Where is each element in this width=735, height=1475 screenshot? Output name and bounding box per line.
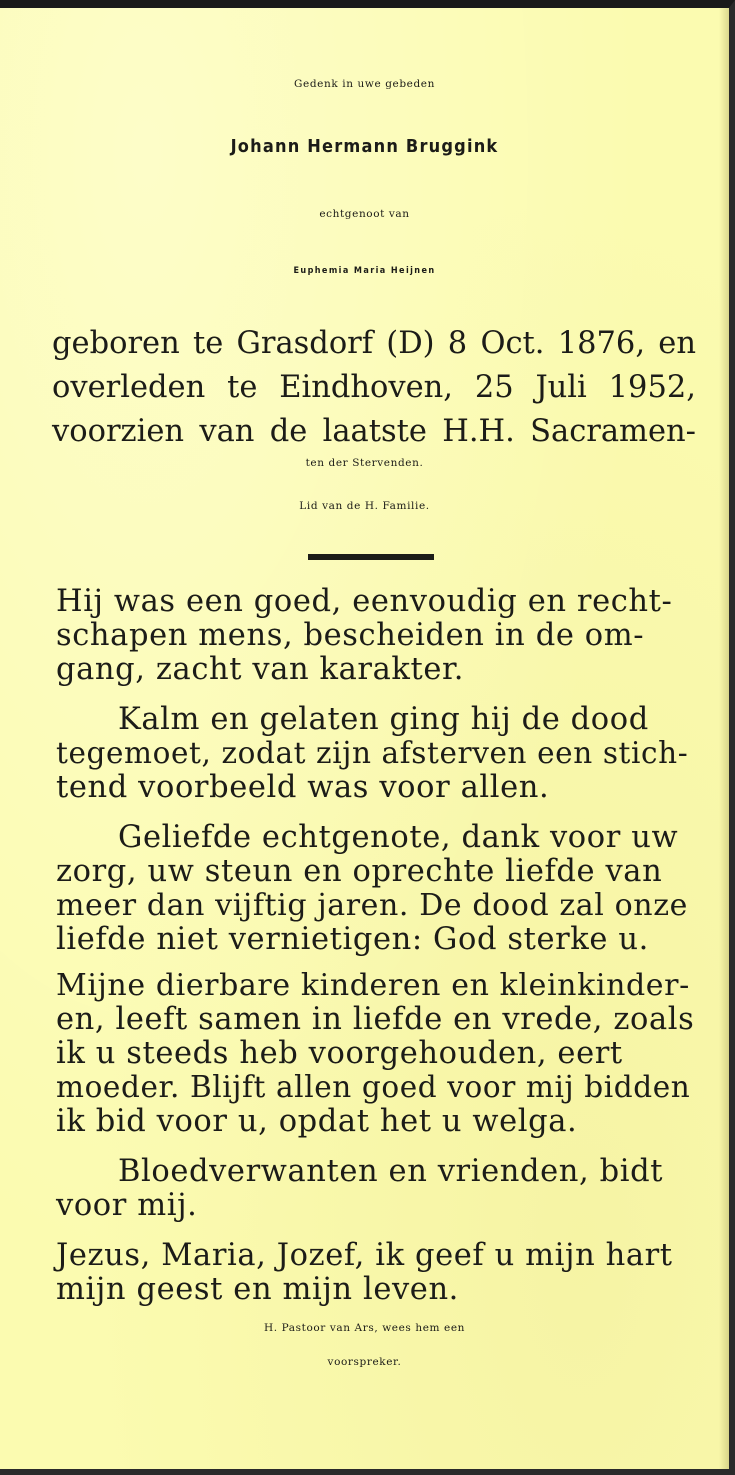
bio-line: Lid van de H. Familie. [299,500,430,512]
closing-line: voorspreker. [327,1356,402,1368]
text-line: voor mij. [56,1188,198,1223]
bio-line: ten der Stervenden. [305,457,424,469]
word: 8 [447,326,468,361]
spouse-prefix: echtgenoot van [319,208,410,220]
text-line: meer dan vijftig jaren. De dood zal onze [56,888,688,923]
closing-line: H. Pastoor van Ars, wees hem een [263,1322,466,1334]
text-line: ik u steeds heb voorgehouden, eert [56,1036,623,1071]
bio-line [52,326,696,361]
text-line: zorg, uw steun en oprechte liefde van [56,854,663,889]
word: te [227,370,258,405]
word: Sacramen- [530,414,696,449]
text-line: moeder. Blijft allen goed voor mij bidden [56,1070,691,1104]
word: 1952, [608,370,696,405]
word: Oct. [480,326,545,361]
text-line: gang, zacht van karakter. [56,652,465,687]
text-line: liefde niet vernietigen: God sterke u. [56,922,649,957]
text-line: Kalm en gelaten ging hij de dood [118,702,649,737]
word: Juli [535,370,587,405]
text-line: Bloedverwanten en vrienden, bidt [118,1154,664,1189]
word: laatste [322,414,427,449]
intro-text: Gedenk in uwe gebeden [294,78,435,90]
word: 1876, [557,326,646,361]
word: Grasdorf [236,326,374,361]
deceased-name: Johann Hermann Bruggink [230,136,499,157]
word: H.H. [442,414,515,449]
word: en [658,326,696,361]
text-line: mijn geest en mijn leven. [56,1272,459,1307]
word: voorzien [52,414,185,449]
word: te [192,326,224,361]
word: van [199,414,255,449]
word: de [269,414,308,449]
paper-edge-shadow [719,8,729,1469]
section-divider [308,554,434,560]
bio-line [52,370,696,405]
text-line: Jezus, Maria, Jozef, ik geef u mijn hart [56,1238,673,1273]
word: geboren [52,326,180,361]
text-line: Geliefde echtgenote, dank voor uw [118,820,679,855]
text-line: ik bid voor u, opdat het u welga. [56,1104,578,1139]
bio-line [52,414,696,449]
word: overleden [52,370,206,405]
text-line: schapen mens, bescheiden in de om- [56,618,645,653]
word: (D) [386,326,435,361]
text-line: en, leeft samen in liefde en vrede, zoals [56,1002,695,1037]
text-line: Hij was een goed, eenvoudig en recht- [56,584,673,619]
text-line: tegemoet, zodat zijn afsterven een stich- [56,736,689,770]
spouse-name: Euphemia Maria Heijnen [293,266,436,276]
word: Eindhoven, [279,370,453,405]
word: 25 [474,370,514,405]
text-line: tend voorbeeld was voor allen. [56,770,550,805]
text-line: Mijne dierbare kinderen en kleinkinder- [56,968,690,1003]
